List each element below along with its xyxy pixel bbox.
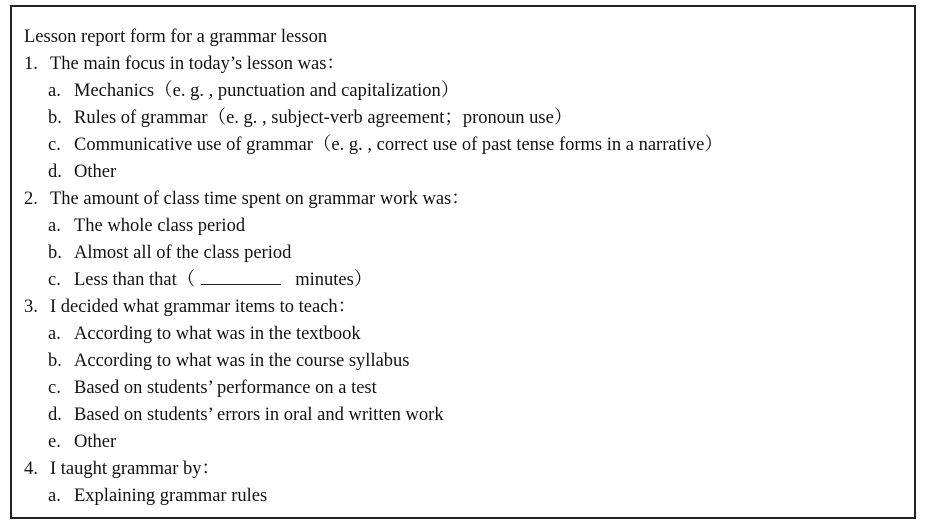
option-letter: b. — [48, 243, 62, 263]
option-1a[interactable] — [48, 80, 459, 102]
option-text: Mechanics（e. g. , punctuation and capitalization） — [74, 81, 460, 101]
option-1b[interactable] — [48, 107, 572, 129]
question-1 — [24, 53, 345, 75]
option-3c[interactable] — [48, 377, 377, 399]
option-text-after: minutes） — [295, 270, 373, 290]
option-letter: b. — [48, 108, 62, 128]
option-text: Rules of grammar（e. g. , subject-verb agreement；pronoun use） — [74, 108, 573, 128]
option-3a[interactable] — [48, 323, 361, 345]
option-2c[interactable] — [48, 269, 372, 291]
option-letter: c. — [48, 270, 61, 290]
option-text: Based on students’ performance on a test — [74, 378, 377, 398]
option-letter: a. — [48, 486, 61, 506]
option-text: According to what was in the textbook — [74, 324, 361, 344]
option-text: Based on students’ errors in oral and written work — [74, 405, 444, 425]
option-text: Explaining grammar rules — [74, 486, 268, 506]
option-letter: a. — [48, 216, 61, 236]
option-text: Other — [74, 162, 117, 182]
question-text: The amount of class time spent on grammar work was： — [50, 189, 470, 209]
minutes-blank-field[interactable] — [201, 270, 281, 285]
option-letter: c. — [48, 135, 61, 155]
option-letter: a. — [48, 324, 61, 344]
option-2b[interactable] — [48, 242, 291, 264]
question-text: I decided what grammar items to teach： — [50, 297, 357, 317]
option-text: Almost all of the class period — [74, 243, 292, 263]
question-4 — [24, 458, 220, 480]
option-text: Communicative use of grammar（e. g. , correct use of past tense forms in a narrative） — [74, 135, 723, 155]
lesson-report-form — [10, 5, 916, 519]
option-4a[interactable] — [48, 485, 267, 507]
form-title: Lesson report form for a grammar lesson — [24, 27, 328, 47]
option-letter: b. — [48, 351, 62, 371]
option-text: Other — [74, 432, 117, 452]
option-letter: d. — [48, 162, 62, 182]
option-letter: a. — [48, 81, 61, 101]
question-3 — [24, 296, 356, 318]
question-2 — [24, 188, 470, 210]
option-letter: e. — [48, 432, 61, 452]
option-letter: d. — [48, 405, 62, 425]
question-number: 1. — [24, 54, 38, 74]
question-number: 2. — [24, 189, 38, 209]
option-2a[interactable] — [48, 215, 245, 237]
option-text-before: Less than that（ — [74, 270, 196, 290]
question-number: 4. — [24, 459, 38, 479]
question-text: The main focus in today’s lesson was： — [50, 54, 345, 74]
option-1c[interactable] — [48, 134, 723, 156]
option-3d[interactable] — [48, 404, 444, 426]
option-3e[interactable] — [48, 431, 116, 453]
option-3b[interactable] — [48, 350, 410, 372]
option-text: According to what was in the course syllabus — [74, 351, 410, 371]
question-number: 3. — [24, 297, 38, 317]
option-text: The whole class period — [74, 216, 246, 236]
question-text: I taught grammar by： — [50, 459, 221, 479]
option-letter: c. — [48, 378, 61, 398]
option-1d[interactable] — [48, 161, 116, 183]
